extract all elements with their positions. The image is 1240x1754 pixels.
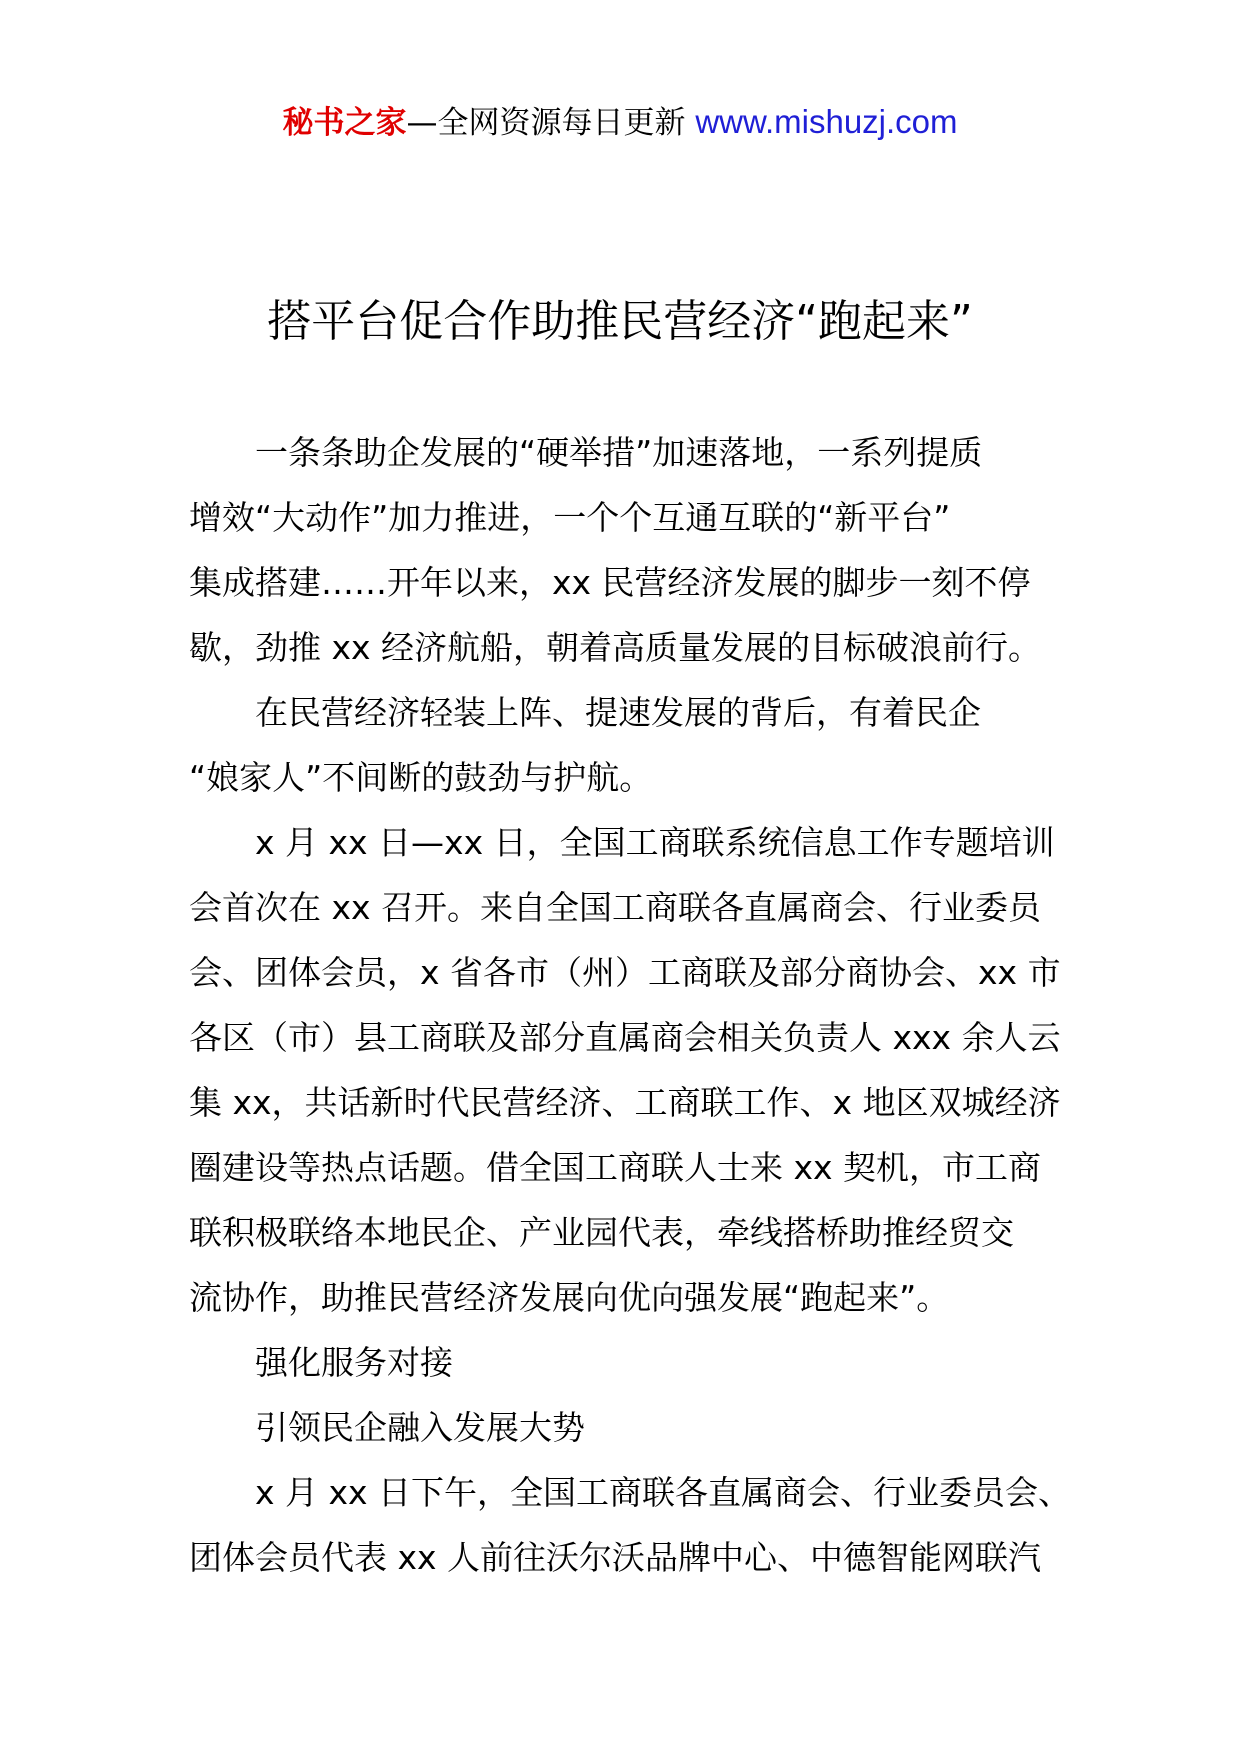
paragraph-line: “娘家人”不间断的鼓劲与护航。 xyxy=(189,758,653,797)
paragraph-line: 会、团体会员，x 省各市（州）工商联及部分商协会、xx 市 xyxy=(189,953,1061,992)
paragraph-visit xyxy=(189,1460,1072,1590)
paragraph-intro xyxy=(189,420,1059,680)
paragraph-line: 联积极联络本地民企、产业园代表，牵线搭桥助推经贸交 xyxy=(189,1213,1014,1252)
paragraph-line: 一条条助企发展的“硬举措”加速落地，一系列提质 xyxy=(255,433,983,472)
paragraph-line: 增效“大动作”加力推进，一个个互通互联的“新平台” xyxy=(189,498,951,537)
paragraph-line: 会首次在 xx 召开。来自全国工商联各直属商会、行业委员 xyxy=(189,888,1042,927)
paragraph-line: x 月 xx 日下午，全国工商联各直属商会、行业委员会、 xyxy=(255,1473,1072,1512)
paragraph-line: 团体会员代表 xx 人前往沃尔沃品牌中心、中德智能网联汽 xyxy=(189,1538,1042,1577)
paragraph-line: 引领民企融入发展大势 xyxy=(255,1408,585,1447)
site-url-link[interactable]: www.mishuzj.com xyxy=(695,103,958,140)
paragraph-line: 各区（市）县工商联及部分直属商会相关负责人 xxx 余人云 xyxy=(189,1018,1061,1057)
site-brand: 秘书之家 xyxy=(282,105,407,141)
paragraph-line: 圈建设等热点话题。借全国工商联人士来 xx 契机，市工商 xyxy=(189,1148,1042,1187)
paragraph-line: 集成搭建……开年以来，xx 民营经济发展的脚步一刻不停 xyxy=(189,563,1031,602)
paragraph-meeting xyxy=(189,810,1059,1330)
site-header xyxy=(0,98,1240,147)
paragraph-line: 在民营经济轻装上阵、提速发展的背后，有着民企 xyxy=(255,693,981,732)
paragraph-line: 强化服务对接 xyxy=(255,1343,453,1382)
document-title: 搭平台促合作助推民营经济“跑起来” xyxy=(267,296,973,347)
site-tagline: —全网资源每日更新 xyxy=(406,105,686,141)
paragraph-background xyxy=(189,680,1059,810)
paragraph-line: x 月 xx 日—xx 日，全国工商联系统信息工作专题培训 xyxy=(255,823,1055,862)
document-body xyxy=(189,420,1072,1590)
paragraph-line: 歇，劲推 xx 经济航船，朝着高质量发展的目标破浪前行。 xyxy=(189,628,1042,667)
section-heading xyxy=(189,1330,1059,1395)
section-subheading xyxy=(189,1395,1059,1460)
paragraph-line: 流协作，助推民营经济发展向优向强发展“跑起来”。 xyxy=(189,1278,950,1317)
paragraph-line: 集 xx，共话新时代民营经济、工商联工作、x 地区双城经济 xyxy=(189,1083,1061,1122)
